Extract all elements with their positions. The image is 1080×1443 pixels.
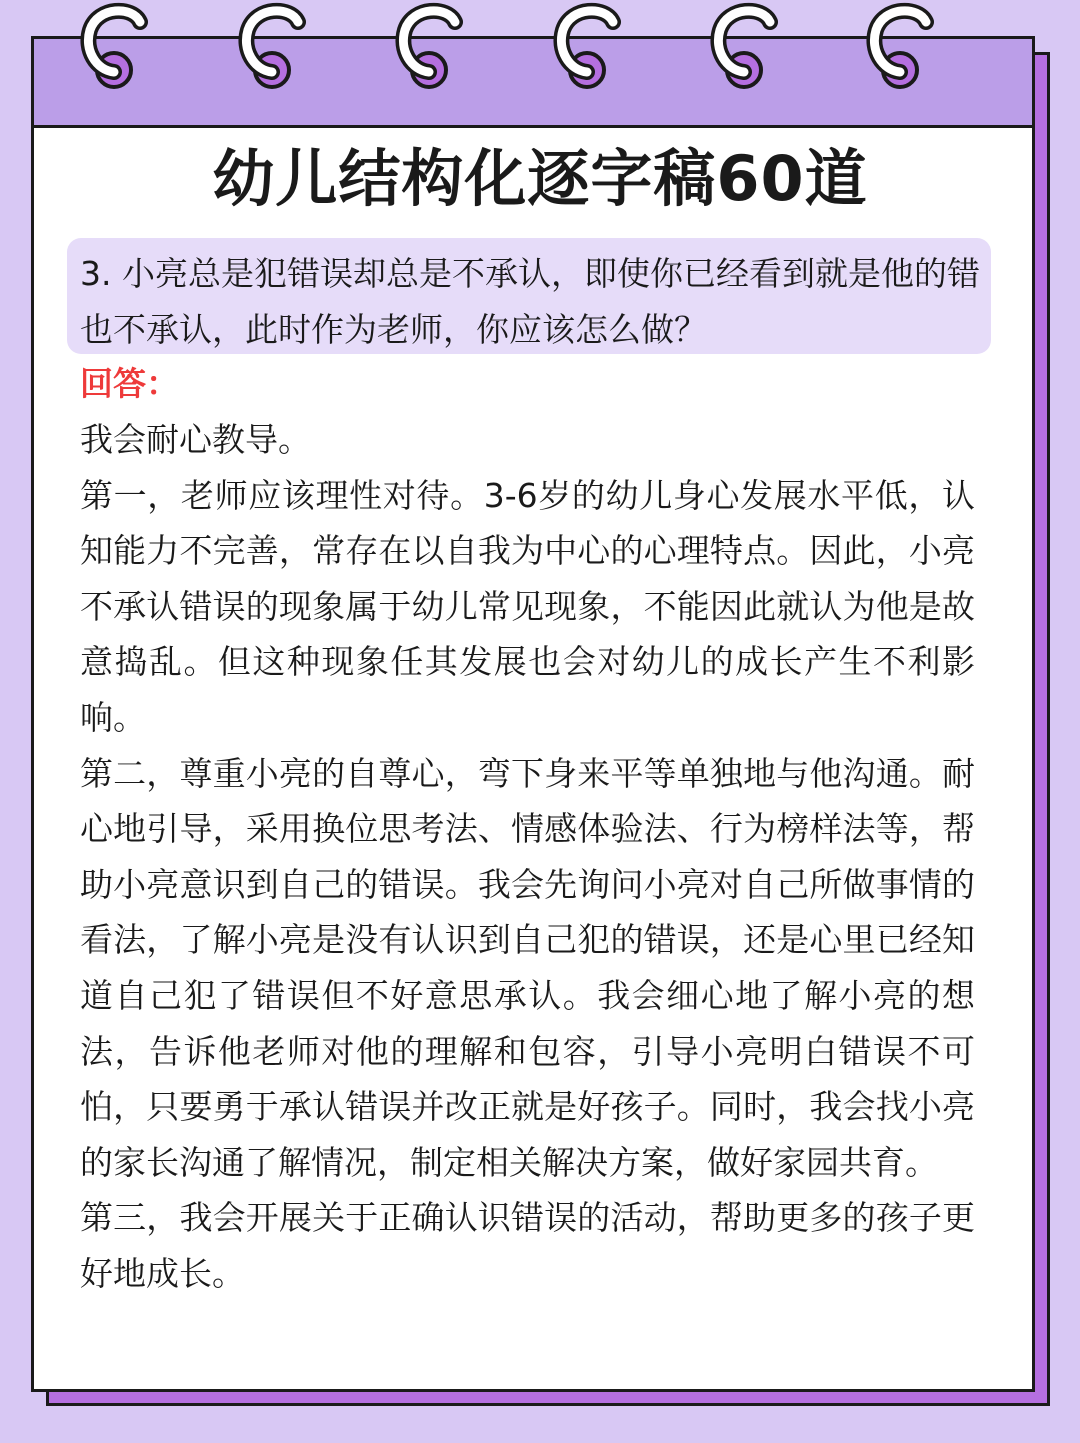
page-title: 幼儿结构化逐字稿60道 <box>212 142 868 215</box>
answer-paragraph: 我会耐心教导。 <box>80 420 311 459</box>
answer-body <box>80 412 975 1302</box>
answer-paragraph: 第一，老师应该理性对待。3-6岁的幼儿身心发展水平低，认知能力不完善，常存在以自我为中心的心理特点。因此，小亮不承认错误的现象属于幼儿常见现象，不能因此就认为他是故意捣乱。但这种现象任其发展也会对幼儿的成长产生不利影响。 <box>80 475 975 737</box>
question-text: 3. 小亮总是犯错误却总是不承认，即使你已经看到就是他的错也不承认，此时作为老师，你应该怎么做？ <box>80 254 980 349</box>
spiral-ring-icon <box>551 0 641 100</box>
answer-paragraph: 第二，尊重小亮的自尊心，弯下身来平等单独地与他沟通。耐心地引导，采用换位思考法、情感体验法、行为榜样法等，帮助小亮意识到自己的错误。我会先询问小亮对自己所做事情的看法，了解小亮是没有认识到自己犯的错误，还是心里已经知道自己犯了错误但不好意思承认。我会细心地了解小亮的想法，告诉他老师对他的理解和包容，引导小亮明白错误不可怕，只要勇于承认错误并改正就是好孩子。同时，我会找小亮的家长沟通了解情况，制定相关解决方案，做好家园共育。 <box>80 753 975 1182</box>
spiral-ring-icon <box>78 0 168 100</box>
spiral-ring-icon <box>393 0 483 100</box>
spiral-ring-icon <box>236 0 326 100</box>
answer-paragraph: 第三，我会开展关于正确认识错误的活动，帮助更多的孩子更好地成长。 <box>80 1198 975 1293</box>
spiral-ring-icon <box>864 0 954 100</box>
spiral-ring-icon <box>708 0 798 100</box>
answer-label: 回答： <box>80 364 179 403</box>
